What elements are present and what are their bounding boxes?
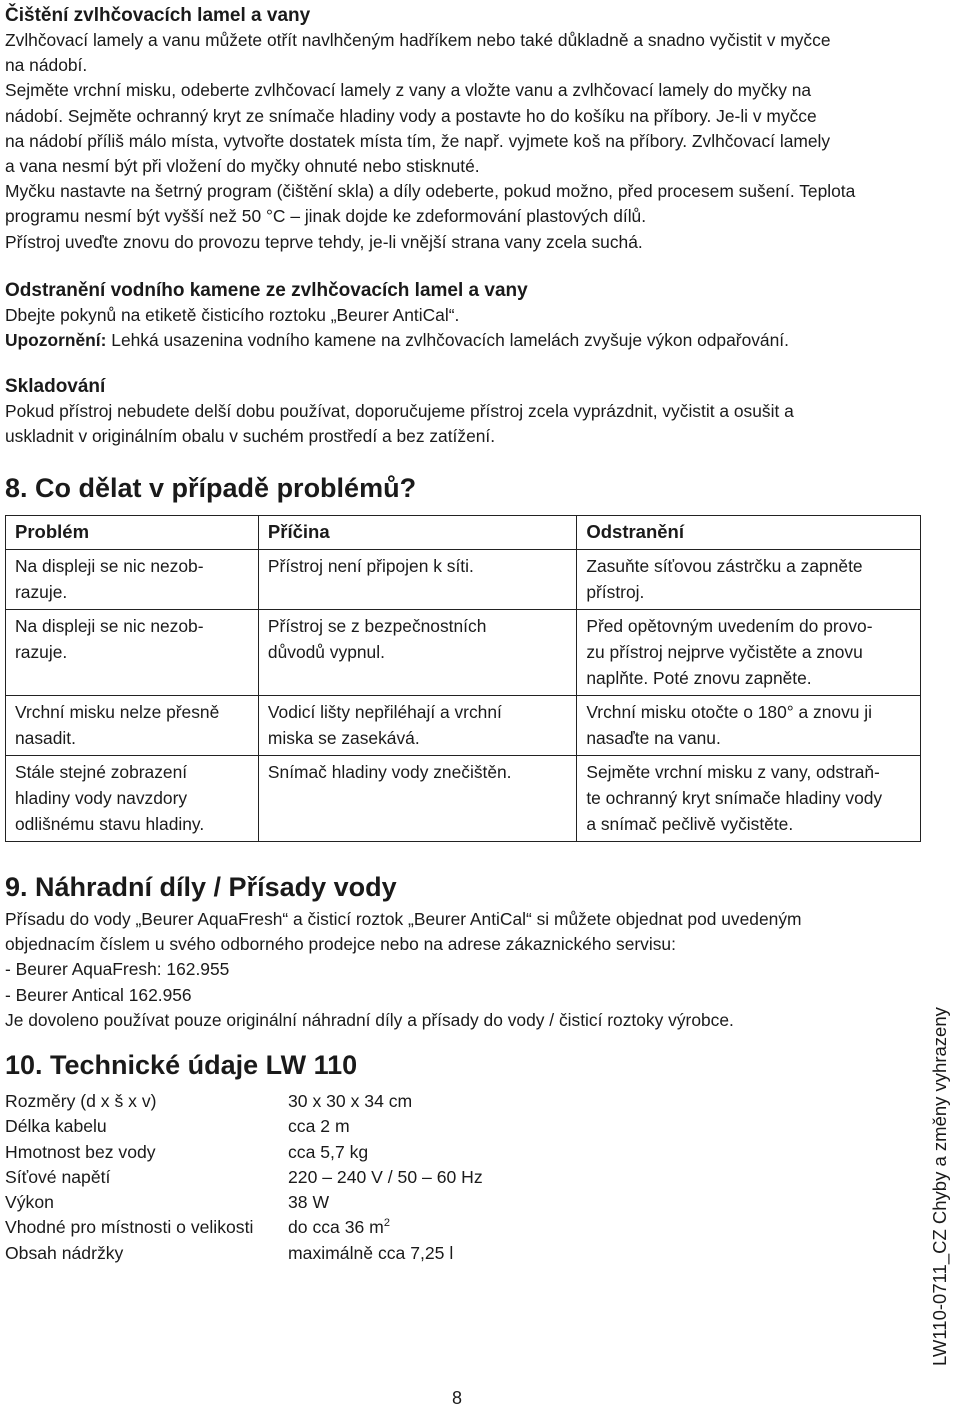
cell-line: nasadit. (15, 728, 76, 748)
header-fix: Odstranění (577, 516, 921, 550)
cleaning-line: Myčku nastavte na šetrný program (čištění skla) a díly odeberte, pokud možno, před procesem sušení. Teplota (5, 181, 856, 202)
spec-value: maximálně cca 7,25 l (288, 1242, 454, 1263)
fix-cell (577, 610, 921, 696)
table-row (6, 756, 921, 842)
troubleshooting-table (5, 515, 921, 842)
cell-line: hladiny vody navzdory (15, 788, 188, 808)
cell-line: Na displeji se nic nezob- (15, 616, 204, 636)
storage-heading: Skladování (5, 376, 106, 397)
cause-cell (258, 756, 576, 842)
cell-line: odlišnému stavu hladiny. (15, 814, 205, 834)
spec-label: Síťové napětí (5, 1166, 111, 1187)
spare-parts-line: Je dovoleno používat pouze originální náhradní díly a přísady do vody / čisticí roztoky výrobce. (5, 1009, 734, 1030)
cell-line: zu přístroj nejprve vyčistěte a znovu (586, 642, 863, 662)
cell-line: Snímač hladiny vody znečištěn. (267, 762, 512, 782)
cell-line: miska se zasekává. (267, 728, 420, 748)
descaling-section (5, 278, 923, 353)
spec-row (5, 1215, 483, 1240)
spare-parts-heading: 9. Náhradní díly / Přísady vody (5, 872, 397, 902)
storage-line: uskladnit v originálním obalu v suchém prostředí a bez zatížení. (5, 426, 496, 447)
cell-line: Stále stejné zobrazení (15, 762, 188, 782)
cause-cell (258, 550, 576, 610)
spec-row (5, 1114, 483, 1139)
tech-specs-list (5, 1089, 483, 1266)
problem-cell (6, 610, 259, 696)
descaling-heading: Odstranění vodního kamene ze zvlhčovacích lamel a vany (5, 280, 528, 301)
cell-line: nasaďte na vanu. (586, 728, 721, 748)
cell-line: Zasuňte síťovou zástrčku a zapněte (586, 556, 863, 576)
superscript: 2 (383, 1217, 390, 1230)
spec-value: cca 2 m (288, 1116, 350, 1137)
spec-row (5, 1165, 483, 1190)
tech-specs-heading: 10. Technické údaje LW 110 (5, 1050, 358, 1080)
cell-line: naplňte. Poté znovu zapněte. (586, 668, 812, 688)
cell-line: te ochranný kryt snímače hladiny vody (586, 788, 883, 808)
cell-line: Vrchní misku nelze přesně (15, 702, 220, 722)
cell-line: Před opětovným uvedením do provo- (586, 616, 873, 636)
cleaning-line: a vana nesmí být při vložení do myčky ohnuté nebo stisknuté. (5, 156, 480, 177)
table-row (6, 550, 921, 610)
spare-parts-line: - Beurer Antical 162.956 (5, 984, 192, 1005)
problem-cell (6, 696, 259, 756)
cleaning-line: programu nesmí být vyšší než 50 °C – jinak dojde ke zdeformování plastových dílů. (5, 206, 647, 227)
fix-cell (577, 696, 921, 756)
cleaning-heading: Čištění zvlhčovacích lamel a vany (5, 5, 311, 26)
cell-line: Na displeji se nic nezob- (15, 556, 204, 576)
cleaning-section (5, 3, 923, 255)
troubleshooting-heading: 8. Co dělat v případě problémů? (5, 473, 417, 503)
cell-line: Vrchní misku otočte o 180° a znovu ji (586, 702, 873, 722)
spec-value-text: do cca 36 m (288, 1217, 384, 1238)
problem-cell (6, 756, 259, 842)
cell-line: razuje. (15, 582, 68, 602)
descaling-line: Dbejte pokynů na etiketě čisticího roztoku „Beurer AntiCal“. (5, 305, 460, 325)
spec-value: cca 5,7 kg (288, 1141, 369, 1162)
cause-cell (258, 610, 576, 696)
cell-line: Sejměte vrchní misku z vany, odstraň- (586, 762, 880, 782)
cleaning-line: nádobí. Sejměte ochranný kryt ze snímače hladiny vody a postavte ho do košíku na příbory. Je-li v myčce (5, 105, 817, 126)
cell-line: přístroj. (586, 582, 645, 602)
cell-line: důvodů vypnul. (267, 642, 385, 662)
spec-label: Hmotnost bez vody (5, 1141, 156, 1162)
spec-label: Rozměry (d x š x v) (5, 1091, 157, 1111)
spec-label: Obsah nádržky (5, 1242, 124, 1263)
table-row (6, 610, 921, 696)
cell-line: razuje. (15, 642, 68, 662)
spec-row (5, 1190, 483, 1215)
spec-label: Délka kabelu (5, 1116, 107, 1137)
descaling-warning (5, 328, 923, 353)
spare-parts-line: objednacím číslem u svého odborného prodejce nebo na adrese zákaznického servisu: (5, 934, 676, 955)
storage-line: Pokud přístroj nebudete delší dobu používat, doporučujeme přístroj zcela vyprázdnit, vyčistit a osušit a (5, 401, 794, 421)
cell-line: Přístroj se z bezpečnostních (267, 616, 487, 636)
spec-label: Vhodné pro místnosti o velikosti (5, 1217, 254, 1238)
spec-row (5, 1089, 483, 1114)
cleaning-line: Přístroj uveďte znovu do provozu teprve tehdy, je-li vnější strana vany zcela suchá. (5, 231, 643, 252)
cause-cell (258, 696, 576, 756)
cell-line: a snímač pečlivě vyčistěte. (586, 814, 794, 834)
spec-value: 30 x 30 x 34 cm (288, 1091, 413, 1111)
warning-label: Upozornění: (5, 330, 107, 351)
fix-cell (577, 550, 921, 610)
header-problem: Problém (6, 516, 259, 550)
storage-section (5, 374, 923, 449)
cell-line: Přístroj není připojen k síti. (267, 556, 474, 576)
page-number: 8 (452, 1388, 463, 1408)
spec-value (288, 1215, 390, 1240)
cell-line: Vodicí lišty nepřiléhají a vrchní (267, 702, 502, 722)
spec-value: 220 – 240 V / 50 – 60 Hz (288, 1166, 483, 1187)
cleaning-line: na nádobí příliš málo místa, vytvořte dostatek místa tím, že např. vyjmete koš na příbory. Zvlhčovací lamely (5, 130, 831, 151)
cleaning-line: Sejměte vrchní misku, odeberte zvlhčovací lamely z vany a vložte vanu a zvlhčovací lamely do myčky na (5, 80, 812, 101)
cleaning-line: Zvlhčovací lamely a vanu můžete otřít navlhčeným hadříkem nebo také důkladně a snadno vyčistit v myčce (5, 30, 831, 50)
fix-cell (577, 756, 921, 842)
table-header-row (6, 516, 921, 550)
header-cause: Příčina (258, 516, 576, 550)
cleaning-line: na nádobí. (5, 55, 88, 76)
spare-parts-line: - Beurer AquaFresh: 162.955 (5, 959, 230, 980)
spec-label: Výkon (5, 1192, 54, 1213)
warning-text: Lehká usazenina vodního kamene na zvlhčovacích lamelách zvyšuje výkon odpařování. (106, 330, 789, 351)
spare-parts-line: Přísadu do vody „Beurer AquaFresh“ a čisticí roztok „Beurer AntiCal“ si můžete objednat pod uvedeným (5, 909, 802, 929)
spare-parts-section (5, 907, 923, 1033)
problem-cell (6, 550, 259, 610)
side-note: LW110-0711_CZ Chyby a změny vyhrazeny (929, 1007, 950, 1366)
spec-row (5, 1241, 483, 1266)
table-row (6, 696, 921, 756)
spec-row (5, 1140, 483, 1165)
spec-value: 38 W (288, 1192, 330, 1213)
